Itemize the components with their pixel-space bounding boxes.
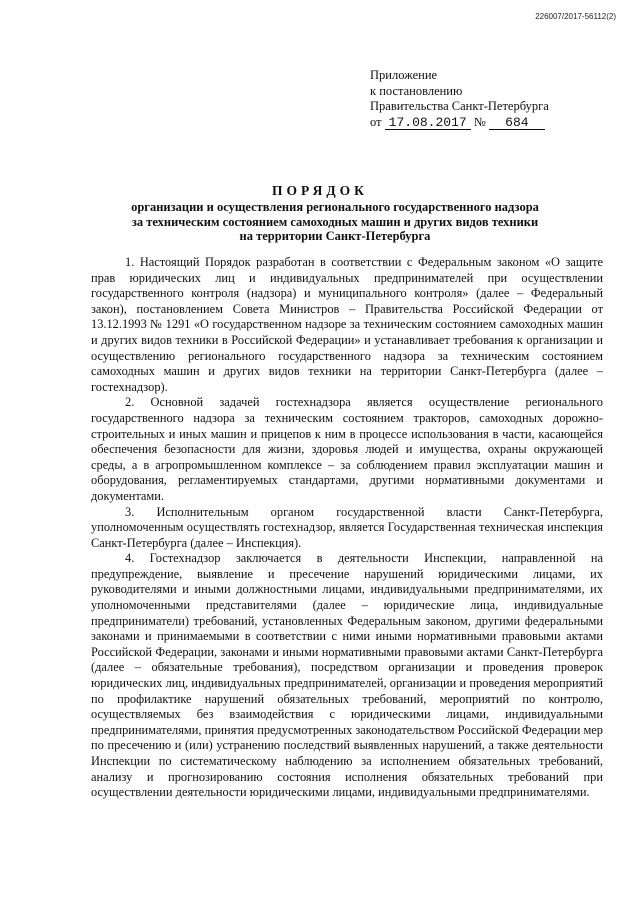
document-title: ПОРЯДОК — [272, 183, 368, 198]
paragraph-1: 1. Настоящий Порядок разработан в соответствии с Федеральным законом «О защите прав юридических лиц и индивидуальных предпринимателей при осуществлении государственного контроля (надзора) и муниципального контроля» (далее – Федеральный закон), постановлением Совета Министров – Правительства Российской Федерации от 13.12.1993 № 1291 «О государственном надзоре за техническим состоянием самоходных машин и других видов техники в Российской Федерации» и устанавливает требования к организации и осуществлению регионального государственного надзора за техническим состоянием самоходных машин и других видов техники на территории Санкт-Петербурга (далее – гостехнадзор). — [91, 255, 603, 394]
appendix-line: к постановлению — [370, 83, 463, 98]
document-id: 226007/2017-56112(2) — [535, 12, 616, 21]
document-subtitle — [120, 200, 550, 244]
paragraph-4: 4. Гостехнадзор заключается в деятельности Инспекции, направленной на предупреждение, выявление и пресечение нарушений юридическими лицами, их руководителями и иными должностными лицами, индивидуальными предпринимателями, их уполномоченными представителями (далее – юридические лица, индивидуальные предприниматели) требований, установленных Федеральным законом, другими федеральными законами и принимаемыми в соответствии с ними иными нормативными правовыми актами Российской Федерации, законами и иными нормативными правовыми актами Санкт-Петербурга (далее – обязательные требования), посредством организации и проведения проверок юридических лиц, индивидуальных предпринимателей, организации и проведения мероприятий по профилактике нарушений обязательных требований, мероприятий по контролю, осуществляемых без взаимодействия с юридическими лицами, индивидуальными предпринимателями, принятия предусмотренных законодательством Российской Федерации мер по пресечению и (или) устранению последствий выявленных нарушений, а также деятельности Инспекции по систематическому наблюдению за исполнением обязательных требований, анализу и прогнозированию состояния исполнения обязательных требований при осуществлении деятельности юридическими лицами, индивидуальными предпринимателями. — [91, 551, 603, 800]
from-prefix: от — [370, 114, 382, 129]
paragraph-2: 2. Основной задачей гостехнадзора является осуществление регионального государственного надзора за техническим состоянием тракторов, самоходных дорожно-строительных и иных машин и прицепов к ним в процессе использования в части, касающейся обеспечения безопасности для жизни, здоровья людей и имущества, охраны окружающей среды, а в агропромышленном комплексе – за соблюдением правил эксплуатации машин и оборудования, регламентируемых стандартами, другими нормативными документами и документами. — [91, 395, 603, 503]
appendix-line: Приложение — [370, 68, 438, 82]
paragraph-3: 3. Исполнительным органом государственной власти Санкт-Петербурга, уполномоченным осуществлять гостехнадзор, является Государственная техническая инспекция Санкт-Петербурга (далее – Инспекция). — [91, 504, 603, 550]
subtitle-line: на территории Санкт-Петербурга — [239, 229, 431, 243]
resolution-date: 17.08.2017 — [385, 116, 471, 130]
subtitle-line: за техническим состоянием самоходных машин и других видов техники — [131, 214, 539, 229]
number-sign: № — [473, 114, 486, 129]
document-body — [91, 255, 603, 801]
appendix-block — [370, 68, 549, 130]
subtitle-line: организации и осуществления регионального государственного надзора — [131, 200, 539, 214]
appendix-date-line — [370, 115, 549, 131]
resolution-number: 684 — [489, 116, 545, 130]
appendix-line: Правительства Санкт-Петербурга — [370, 99, 549, 113]
